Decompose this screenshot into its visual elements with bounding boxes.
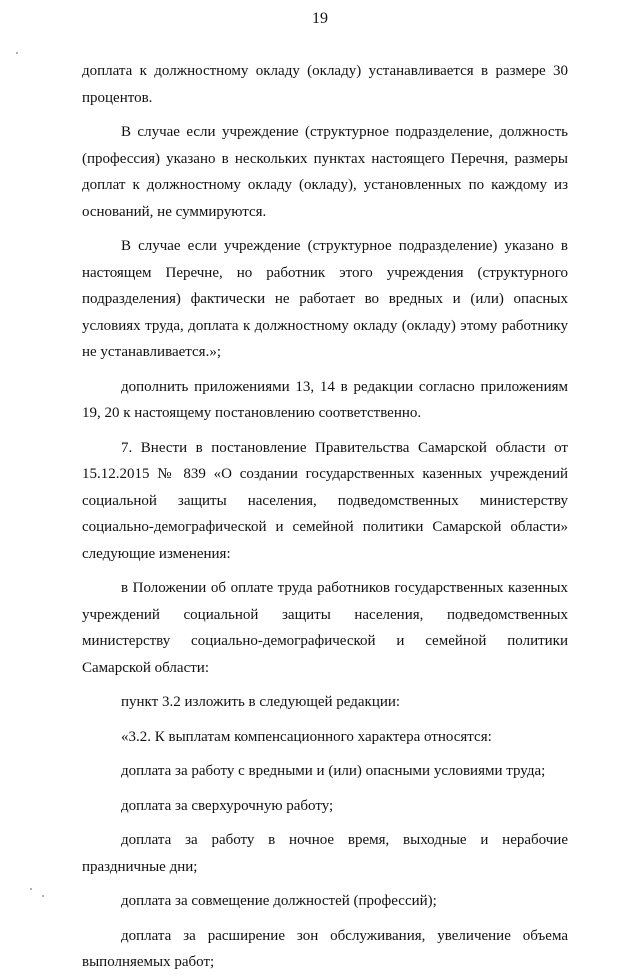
paragraph-4: дополнить приложениями 13, 14 в редакции согласно приложениям 19, 20 к настоящему постановлению соответственно. bbox=[82, 378, 568, 421]
paragraph-6: в Положении об оплате труда работников государственных казенных учреждений социальной защиты населения, подведомственных министерству социально-демографической и семейной политики Самарской области: bbox=[82, 580, 568, 676]
scan-speck bbox=[42, 895, 44, 897]
paragraph-1: доплата к должностному окладу (окладу) устанавливается в размере 30 процентов. bbox=[82, 63, 568, 106]
paragraph-5: 7. Внести в постановление Правительства Самарской области от 15.12.2015 № 839 «О создании государственных казенных учреждений социальной защиты населения, подведомственных министерству социально-демографической и семейной политики Самарской области» следующие изменения: bbox=[82, 439, 568, 562]
paragraph-2: В случае если учреждение (структурное подразделение, должность (профессия) указано в нескольких пунктах настоящего Перечня, размеры доплат к должностному окладу (окладу), установленных по каждому из оснований, не суммируются. bbox=[82, 124, 568, 220]
paragraph-9: доплата за работу с вредными и (или) опасными условиями труда; bbox=[121, 763, 546, 779]
paragraph-3: В случае если учреждение (структурное подразделение) указано в настоящем Перечне, но работник этого учреждения (структурного подразделения) фактически не работает во вредных и (или) опасных условиях труда, доплата к должностному окладу (окладу) этому работнику не устанавливается.»; bbox=[82, 238, 568, 360]
paragraph-10: доплата за сверхурочную работу; bbox=[121, 797, 334, 814]
paragraph-13: доплата за расширение зон обслуживания, увеличение объема выполняемых работ; bbox=[82, 927, 568, 970]
body-text bbox=[82, 58, 568, 976]
page-number: 19 bbox=[312, 10, 328, 27]
paragraph-8: «3.2. К выплатам компенсационного характера относятся: bbox=[121, 728, 492, 745]
paragraph-7: пункт 3.2 изложить в следующей редакции: bbox=[121, 694, 401, 710]
scan-speck bbox=[16, 52, 18, 54]
scan-speck bbox=[30, 888, 32, 890]
paragraph-12: доплата за совмещение должностей (профессий); bbox=[121, 893, 437, 909]
paragraph-11: доплата за работу в ночное время, выходные и нерабочие праздничные дни; bbox=[82, 832, 568, 875]
